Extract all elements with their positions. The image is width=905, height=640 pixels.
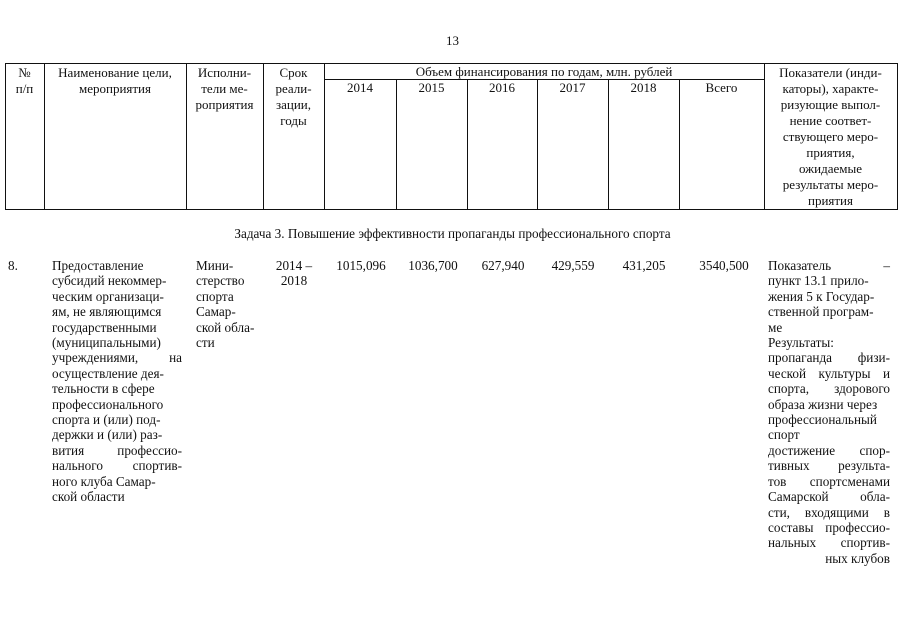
- header-col-executor: [186, 65, 263, 113]
- row-executor-line: стерство: [196, 273, 245, 289]
- row-name-line: субсидий некоммер-: [52, 273, 167, 289]
- row-term-line: 2014 –: [275, 258, 313, 273]
- row-name-line: спорта и (или) под-: [52, 412, 161, 428]
- row-indicators-line: ственной програм-: [768, 304, 874, 320]
- header-text: приятия,: [806, 145, 855, 160]
- header-year-2014: 2014: [347, 80, 373, 95]
- row-indicators: [768, 258, 890, 566]
- header-year-2017: 2017: [559, 80, 586, 95]
- header-text: ствующего меро-: [782, 129, 879, 144]
- row-name-line: вития профессио-: [52, 442, 182, 458]
- row-name-line: держки и (или) раз-: [52, 427, 163, 443]
- header-text: Срок: [279, 65, 308, 80]
- row-executor: [196, 258, 262, 350]
- value-2018: 431,205: [622, 258, 666, 273]
- header-text: Показатели (инди-: [779, 65, 882, 80]
- row-name-line: Предоставление: [52, 258, 144, 273]
- row-name-line: тельности в сфере: [52, 381, 155, 397]
- row-name-line: ской области: [52, 489, 125, 505]
- row-indicators-line: ных клубов: [825, 550, 890, 566]
- row-indicators-line: спорта, здорового: [768, 381, 890, 397]
- row-name-line: ческим организаци-: [52, 288, 164, 304]
- row-indicators-line: Результаты:: [768, 335, 834, 351]
- header-col-indicators: [764, 65, 897, 209]
- row-executor-line: спорта: [196, 288, 234, 304]
- header-text: приятия: [807, 193, 853, 208]
- header-text: результаты меро-: [782, 177, 879, 192]
- row-executor-line: сти: [196, 335, 215, 351]
- row-name-line: профессионального: [52, 396, 164, 412]
- row-name-line: осуществление дея-: [52, 365, 164, 381]
- header-text: ожидаемые: [798, 161, 862, 176]
- row-term-line: 2018: [280, 273, 308, 289]
- header-year-2018: 2018: [630, 80, 657, 95]
- row-name-line: нального спортив-: [52, 458, 182, 474]
- row-indicators-line: сти, входящими в: [768, 504, 890, 520]
- header-text: зации,: [275, 97, 312, 112]
- row-number: 8.: [8, 258, 18, 273]
- row-indicators-line: тивных результа-: [768, 458, 890, 474]
- header-year-2015: 2015: [418, 80, 445, 95]
- row-indicators-line: спорт: [768, 427, 800, 443]
- header-text: ризующие выпол-: [780, 97, 881, 112]
- header-text: Наименование цели,: [58, 65, 172, 80]
- header-text: реали-: [275, 81, 312, 96]
- row-name-line: ям, не являющимся: [52, 304, 162, 320]
- row-indicators-line: Самарской обла-: [768, 489, 890, 505]
- row-name-line: учреждениями, на: [52, 350, 182, 366]
- header-funding-title: Объем финансирования по годам, млн. рублей: [415, 64, 673, 79]
- value-2014: 1015,096: [336, 258, 386, 273]
- header-col-term: [263, 65, 324, 129]
- row-name-line: ного клуба Самар-: [52, 473, 156, 489]
- header-col-name: [44, 65, 186, 97]
- row-indicators-line: достижение спор-: [768, 442, 890, 458]
- row-indicators-line: ческой культуры и: [768, 365, 890, 381]
- row-indicators-line: нальных спортив-: [768, 535, 890, 551]
- row-indicators-line: ме: [768, 319, 783, 335]
- row-indicators-line: образа жизни через: [768, 396, 878, 412]
- header-text: тели ме-: [201, 81, 248, 96]
- header-text: нение соответ-: [789, 113, 872, 128]
- header-text: годы: [280, 113, 307, 128]
- row-term: [266, 258, 322, 289]
- value-2016: 627,940: [481, 258, 525, 273]
- header-year-2016: 2016: [489, 80, 515, 95]
- row-indicators-line: Показатель –: [768, 258, 890, 273]
- header-text: п/п: [15, 81, 34, 96]
- task-title: Задача 3. Повышение эффективности пропаганды профессионального спорта: [234, 226, 671, 241]
- row-indicators-line: тов спортсменами: [768, 473, 890, 489]
- row-indicators-line: пропаганда физи-: [768, 350, 890, 366]
- header-text: мероприятия: [78, 81, 151, 96]
- header-text: Исполни-: [197, 65, 252, 80]
- value-2015: 1036,700: [408, 258, 458, 273]
- header-col-number: [5, 65, 44, 97]
- row-indicators-line: составы профессио-: [768, 519, 890, 535]
- row-executor-line: Самар-: [196, 304, 236, 320]
- row-name-line: государственными: [52, 319, 157, 335]
- page-number: 13: [446, 33, 459, 48]
- header-total: Всего: [705, 80, 738, 95]
- row-indicators-line: жения 5 к Государ-: [768, 288, 875, 304]
- value-2017: 429,559: [551, 258, 595, 273]
- row-executor-line: Мини-: [196, 258, 234, 273]
- row-name-line: (муниципальными): [52, 335, 161, 351]
- row-name: [52, 258, 182, 505]
- header-text: каторы), характе-: [782, 81, 879, 96]
- row-indicators-line: профессиональный: [768, 412, 877, 428]
- header-text: №: [18, 65, 31, 80]
- value-total: 3540,500: [699, 258, 749, 273]
- row-executor-line: ской обла-: [196, 319, 255, 335]
- row-indicators-line: пункт 13.1 прило-: [768, 273, 869, 289]
- header-text: роприятия: [195, 97, 254, 112]
